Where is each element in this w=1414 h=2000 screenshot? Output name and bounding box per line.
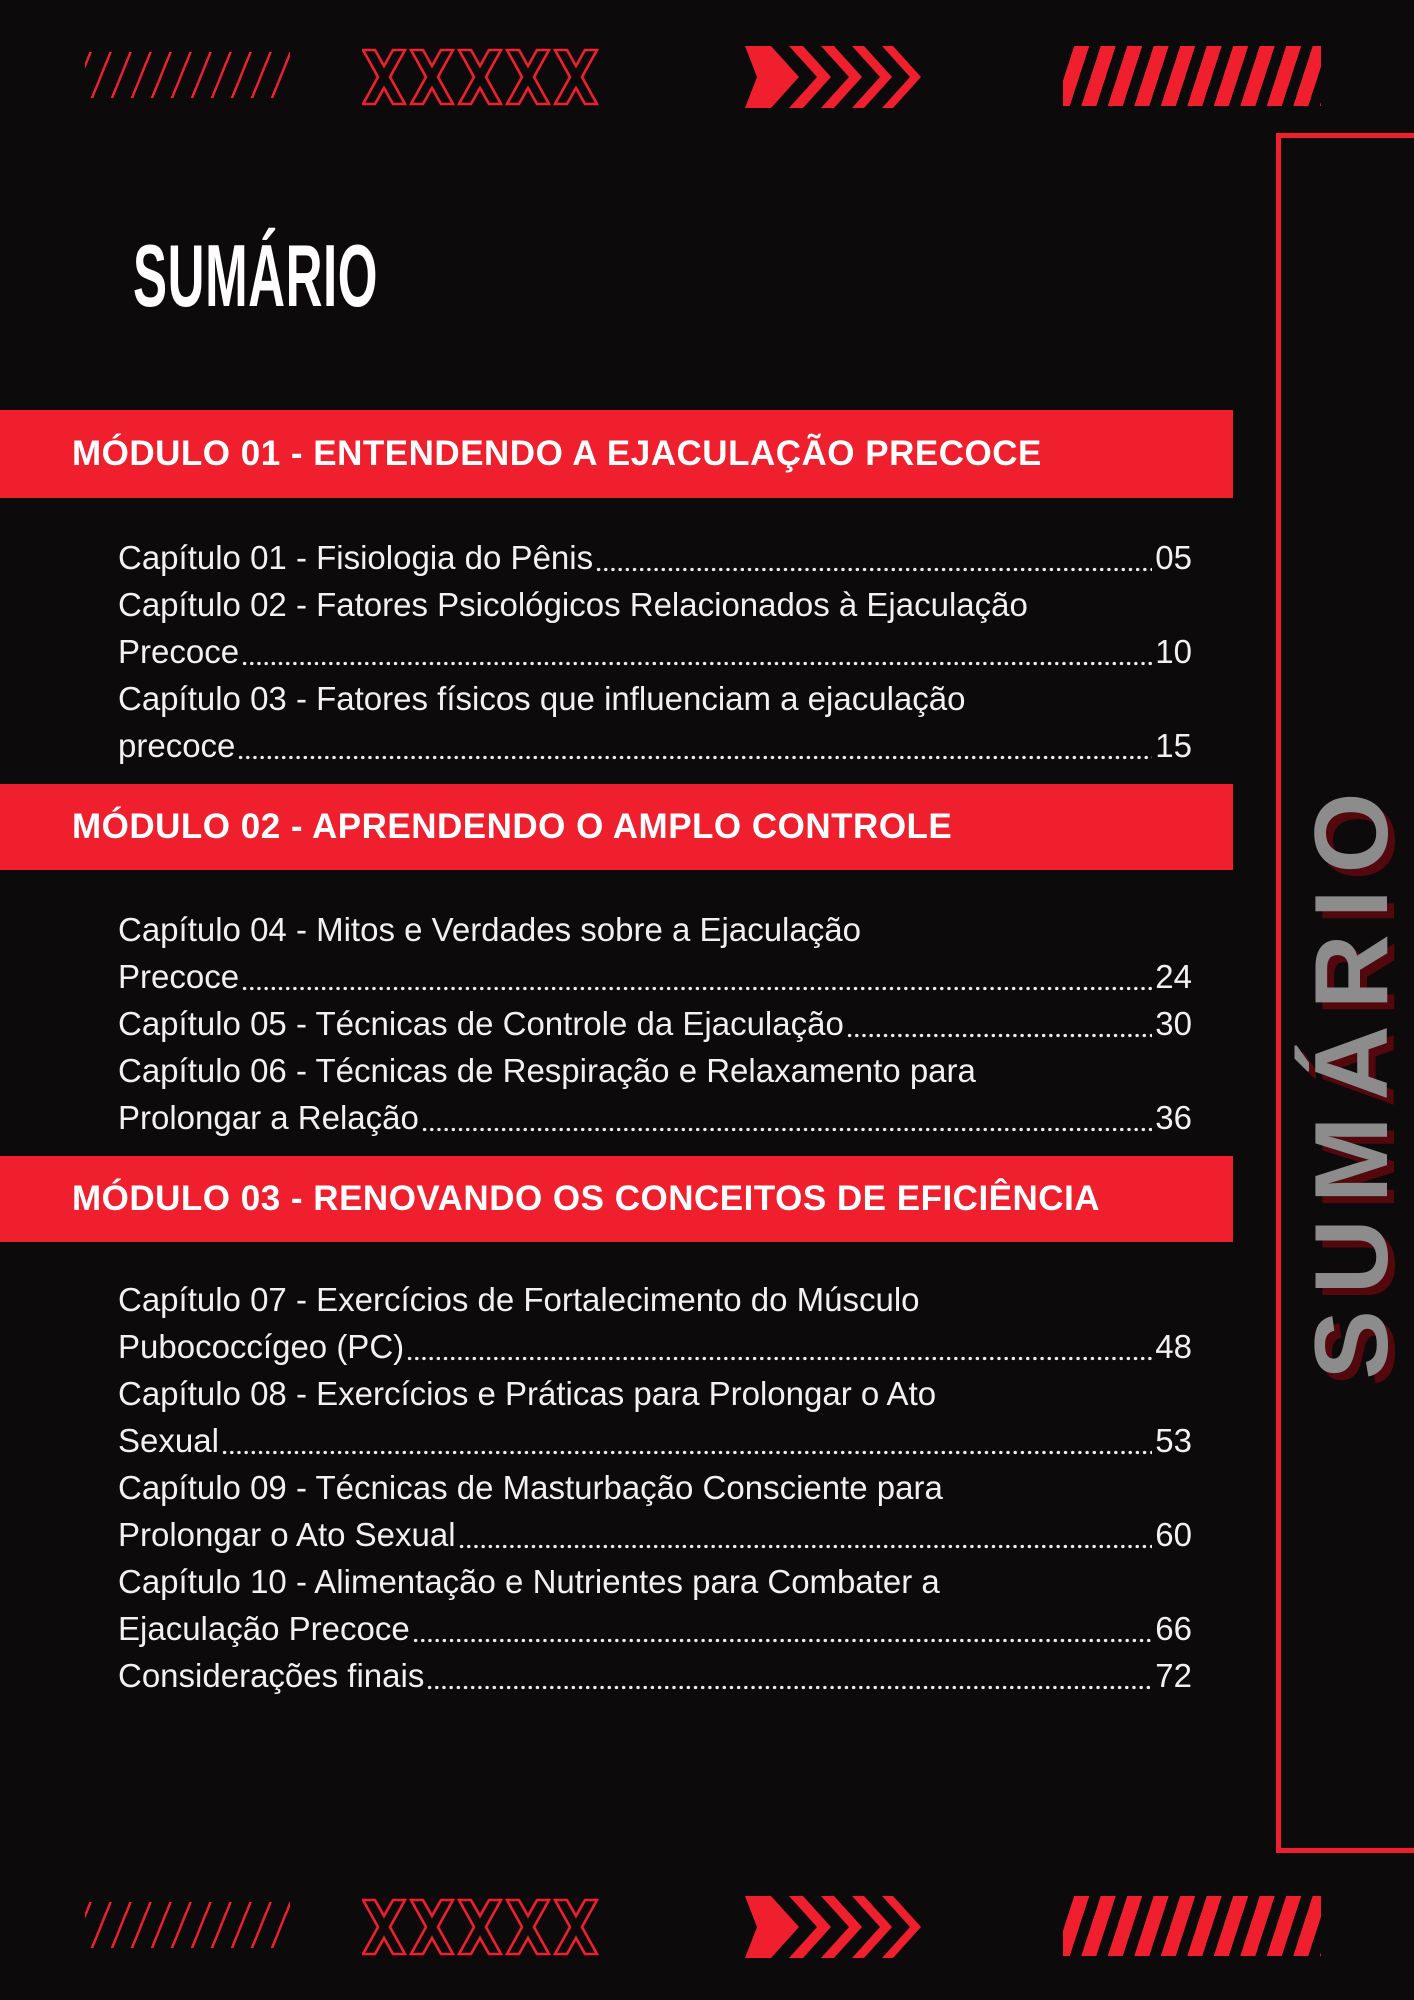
module-banner [0, 784, 1233, 870]
toc-entry[interactable] [118, 953, 1192, 1000]
chapter-text: Capítulo 05 - Técnicas de Controle da Ejaculação [118, 1005, 844, 1042]
dot-leader [458, 1511, 1153, 1558]
chapter-text: Considerações finais [118, 1657, 425, 1694]
dot-leader [426, 1652, 1152, 1699]
toc-entry[interactable] [118, 1000, 1192, 1047]
stripes-icon [1063, 1896, 1321, 1956]
toc-entry[interactable] [118, 1605, 1192, 1652]
page-title: SUMÁRIO [133, 226, 379, 325]
toc-entry[interactable] [118, 722, 1192, 769]
toc-entry[interactable] [118, 1464, 1192, 1511]
chapter-text: Prolongar a Relação [118, 1099, 419, 1136]
bottom-decoration-band [0, 1850, 1414, 1960]
x-pattern-icon [362, 48, 602, 106]
vertical-sumario-label: SUMÁRIO [1294, 776, 1410, 1380]
chapter-text: Sexual [118, 1422, 219, 1459]
page-number: 30 [1155, 1005, 1192, 1042]
dot-leader [241, 953, 1152, 1000]
page-number: 24 [1155, 958, 1192, 995]
toc-entry[interactable] [118, 1370, 1192, 1417]
chapter-text: Capítulo 07 - Exercícios de Fortalecimento do Músculo [118, 1281, 920, 1318]
dot-leader [595, 534, 1152, 581]
page-number: 15 [1155, 727, 1192, 764]
toc-entry[interactable] [118, 1511, 1192, 1558]
page-number: 72 [1155, 1657, 1192, 1694]
toc-entry[interactable] [118, 1323, 1192, 1370]
page-number: 10 [1155, 633, 1192, 670]
toc-entry[interactable] [118, 534, 1192, 581]
diagonal-lines-icon [85, 1902, 290, 1948]
module-banner [0, 1156, 1233, 1242]
top-decoration-band [0, 0, 1414, 110]
chapter-text: Prolongar o Ato Sexual [118, 1516, 456, 1553]
chapter-text: Precoce [118, 633, 240, 670]
chapter-text: Capítulo 02 - Fatores Psicológicos Relacionados à Ejaculação [118, 586, 1028, 623]
toc-entry[interactable] [118, 1047, 1192, 1094]
dot-leader [406, 1323, 1152, 1370]
chapter-text: Capítulo 01 - Fisiologia do Pênis [118, 539, 594, 576]
diagonal-lines-icon [85, 52, 290, 98]
chapter-text: Capítulo 06 - Técnicas de Respiração e Relaxamento para [118, 1052, 976, 1089]
chapter-text: precoce [118, 727, 236, 764]
dot-leader [421, 1094, 1152, 1141]
page-number: 53 [1155, 1422, 1192, 1459]
chevrons-icon [745, 1896, 930, 1958]
toc-entry[interactable] [118, 1417, 1192, 1464]
toc-entry[interactable] [118, 675, 1192, 722]
chapter-text: Capítulo 03 - Fatores físicos que influenciam a ejaculação [118, 680, 966, 717]
page-number: 60 [1155, 1516, 1192, 1553]
chapter-text: Capítulo 10 - Alimentação e Nutrientes para Combater a [118, 1563, 940, 1600]
module-banner [0, 410, 1233, 498]
dot-leader [241, 628, 1152, 675]
toc-entry[interactable] [118, 1652, 1192, 1699]
toc-entry[interactable] [118, 1558, 1192, 1605]
chapter-text: Capítulo 08 - Exercícios e Práticas para Prolongar o Ato [118, 1375, 937, 1412]
toc-entry[interactable] [118, 581, 1192, 628]
toc-entry[interactable] [118, 628, 1192, 675]
page-number: 36 [1155, 1099, 1192, 1136]
toc-entry[interactable] [118, 1094, 1192, 1141]
toc-entry[interactable] [118, 1276, 1192, 1323]
module-banner-label: MÓDULO 02 - APRENDENDO O AMPLO CONTROLE [72, 807, 953, 846]
chevrons-icon [745, 46, 930, 108]
page-number: 05 [1155, 539, 1192, 576]
dot-leader [846, 1000, 1152, 1047]
chapter-text: Pubococcígeo (PC) [118, 1328, 405, 1365]
module-banner-label: MÓDULO 01 - ENTENDENDO A EJACULAÇÃO PRECOCE [72, 434, 1042, 473]
chapter-text: Capítulo 09 - Técnicas de Masturbação Consciente para [118, 1469, 943, 1506]
chapter-text: Capítulo 04 - Mitos e Verdades sobre a Ejaculação [118, 911, 861, 948]
dot-leader [221, 1417, 1152, 1464]
stripes-icon [1063, 46, 1321, 106]
module-toc-list [118, 534, 1192, 769]
dot-leader [237, 722, 1152, 769]
dot-leader [412, 1605, 1153, 1652]
toc-entry[interactable] [118, 906, 1192, 953]
module-toc-list [118, 1276, 1192, 1699]
x-pattern-icon [362, 1898, 602, 1956]
module-toc-list [118, 906, 1192, 1141]
page-number: 48 [1155, 1328, 1192, 1365]
module-banner-label: MÓDULO 03 - RENOVANDO OS CONCEITOS DE EFICIÊNCIA [72, 1179, 1101, 1218]
chapter-text: Precoce [118, 958, 240, 995]
page-number: 66 [1155, 1610, 1192, 1647]
chapter-text: Ejaculação Precoce [118, 1610, 410, 1647]
